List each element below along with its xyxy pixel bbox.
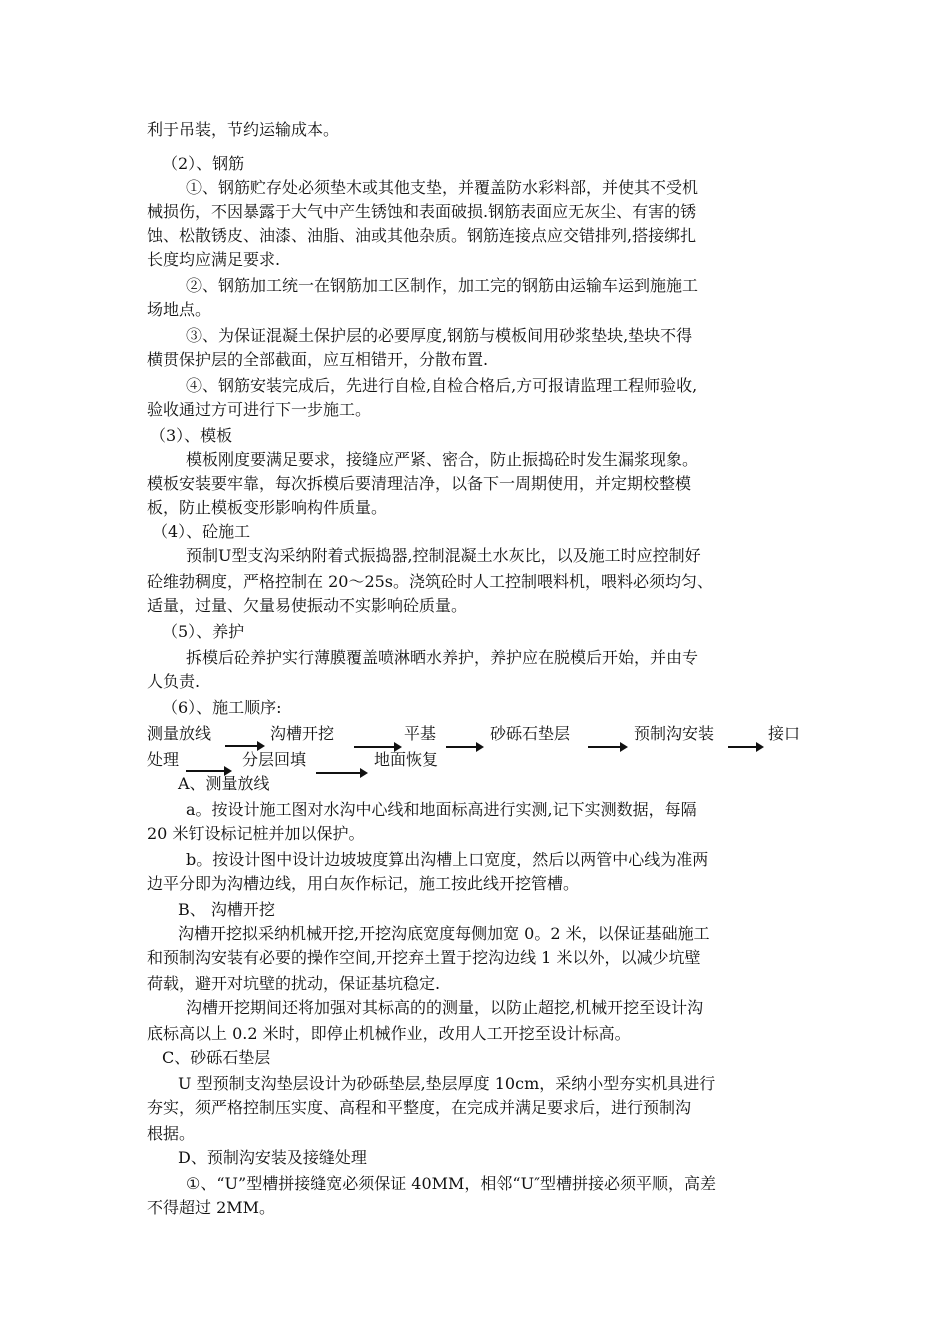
paragraph-line: ①、钢筋贮存处必须垫木或其他支垫，并覆盖防水彩料部，并使其不受机 bbox=[186, 178, 699, 197]
section-heading: （6）、施工顺序: bbox=[162, 698, 282, 717]
flow-arrow bbox=[316, 772, 366, 774]
section-heading: （4）、砼施工 bbox=[152, 522, 251, 541]
flow-arrow bbox=[728, 746, 762, 748]
paragraph-line: a。按设计施工图对水沟中心线和地面标高进行实测,记下实测数据，每隔 bbox=[186, 800, 697, 819]
paragraph-line: ②、钢筋加工统一在钢筋加工区制作，加工完的钢筋由运输车运到施施工 bbox=[186, 276, 699, 295]
paragraph-line: U 型预制支沟垫层设计为砂砾垫层,垫层厚度 10cm，采纳小型夯实机具进行 bbox=[178, 1074, 716, 1093]
paragraph-line: 沟槽开挖拟采纳机械开挖,开挖沟底宽度每侧加宽 0。2 米，以保证基础施工 bbox=[178, 924, 710, 943]
paragraph-line: 人负责. bbox=[147, 672, 201, 691]
flow-arrow bbox=[225, 745, 263, 747]
paragraph-line: 横贯保护层的全部截面，应互相错开，分散布置. bbox=[147, 350, 489, 369]
paragraph-line: 荷载，避开对坑壁的扰动，保证基坑稳定. bbox=[147, 974, 441, 993]
paragraph-line: 根据。 bbox=[147, 1124, 196, 1143]
flow-step: 砂砾石垫层 bbox=[490, 724, 571, 743]
paragraph-line: 板，防止模板变形影响构件质量。 bbox=[147, 498, 388, 517]
paragraph-line: 不得超过 2MM。 bbox=[147, 1198, 276, 1217]
paragraph-line: ①、“U”型槽拼接缝宽必须保证 40MM，相邻“U″型槽拼接必须平顺，高差 bbox=[186, 1174, 717, 1193]
paragraph-line: 夯实，须严格控制压实度、高程和平整度，在完成并满足要求后，进行预制沟 bbox=[147, 1098, 692, 1117]
paragraph-line: 砼维勃稠度，严格控制在 20～25s。浇筑砼时人工控制喂料机，喂料必须均匀、 bbox=[147, 572, 714, 591]
flow-arrow bbox=[446, 746, 482, 748]
paragraph-line: 长度均应满足要求. bbox=[147, 250, 281, 269]
paragraph-line: 沟槽开挖期间还将加强对其标高的的测量，以防止超挖,机械开挖至设计沟 bbox=[186, 998, 704, 1017]
flow-step: 预制沟安装 bbox=[634, 724, 715, 743]
paragraph-line: 模板安装要牢靠，每次拆模后要清理洁净，以备下一周期使用，并定期校整模 bbox=[147, 474, 692, 493]
paragraph-line: 和预制沟安装有必要的操作空间,开挖弃土置于挖沟边线 1 米以外，以减少坑壁 bbox=[147, 948, 701, 967]
section-heading: D、预制沟安装及接缝处理 bbox=[178, 1148, 367, 1167]
section-heading: （5）、养护 bbox=[162, 622, 245, 641]
paragraph-line: 适量，过量、欠量易使振动不实影响砼质量。 bbox=[147, 596, 468, 615]
section-heading: （3）、模板 bbox=[150, 426, 233, 445]
section-heading: B、 沟槽开挖 bbox=[178, 900, 275, 919]
paragraph-line: 模板刚度要满足要求，接缝应严紧、密合，防止振捣砼时发生漏浆现象。 bbox=[186, 450, 699, 469]
paragraph-line: 械损伤，不因暴露于大气中产生锈蚀和表面破损.钢筋表面应无灰尘、有害的锈 bbox=[147, 202, 697, 221]
paragraph-line: 蚀、松散锈皮、油漆、油脂、油或其他杂质。钢筋连接点应交错排列,搭接绑扎 bbox=[147, 226, 697, 245]
paragraph-line: 预制U型支沟采纳附着式振捣器,控制混凝土水灰比，以及施工时应控制好 bbox=[186, 546, 701, 565]
section-heading: （2）、钢筋 bbox=[162, 154, 245, 173]
flow-step: 地面恢复 bbox=[374, 750, 439, 769]
flow-arrow bbox=[588, 746, 626, 748]
paragraph-line: b。按设计图中设计边坡坡度算出沟槽上口宽度，然后以两管中心线为准两 bbox=[186, 850, 709, 869]
flow-step: 平基 bbox=[404, 724, 437, 743]
paragraph-line: 20 米钉设标记桩并加以保护。 bbox=[147, 824, 365, 843]
paragraph-line: 底标高以上 0.2 米时，即停止机械作业，改用人工开挖至设计标高。 bbox=[147, 1024, 631, 1043]
paragraph-line: 边平分即为沟槽边线，用白灰作标记，施工按此线开挖管槽。 bbox=[147, 874, 580, 893]
paragraph-line: 场地点。 bbox=[147, 300, 212, 319]
section-heading: C、砂砾石垫层 bbox=[162, 1048, 271, 1067]
flow-step: 处理 bbox=[147, 750, 180, 769]
paragraph-line: 拆模后砼养护实行薄膜覆盖喷淋晒水养护，养护应在脱模后开始，并由专 bbox=[186, 648, 699, 667]
flow-step: 分层回填 bbox=[242, 750, 307, 769]
paragraph-line: ④、钢筋安装完成后，先进行自检,自检合格后,方可报请监理工程师验收, bbox=[186, 376, 698, 395]
flow-step: 测量放线 bbox=[147, 724, 212, 743]
paragraph-line: 验收通过方可进行下一步施工。 bbox=[147, 400, 372, 419]
flow-step: 接口 bbox=[768, 724, 801, 743]
section-heading: A、测量放线 bbox=[178, 774, 270, 793]
paragraph-line: 利于吊装，节约运输成本。 bbox=[147, 120, 340, 139]
paragraph-line: ③、为保证混凝土保护层的必要厚度,钢筋与模板间用砂浆垫块,垫块不得 bbox=[186, 326, 693, 345]
flow-step: 沟槽开挖 bbox=[270, 724, 335, 743]
